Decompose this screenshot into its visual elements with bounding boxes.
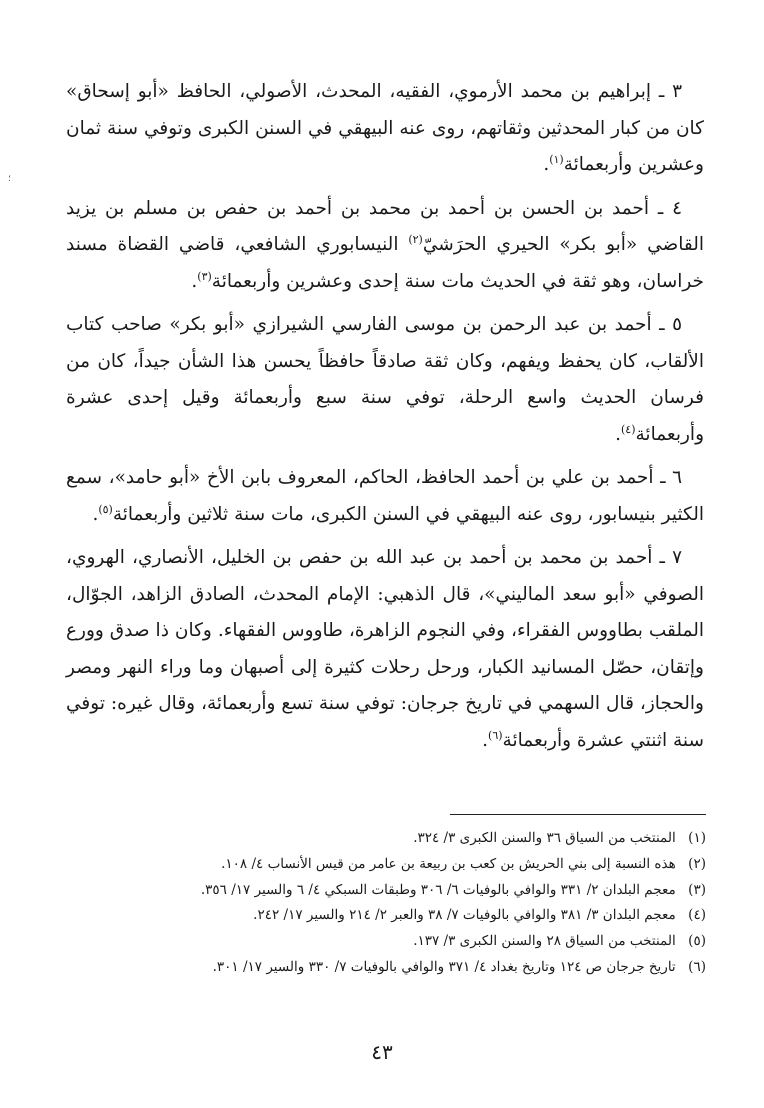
footnote-ref-5: (٥) — [98, 502, 113, 516]
footnote-ref-4: (٤) — [621, 422, 636, 436]
footnote-6: (٦) تاريخ جرجان ص ١٢٤ وتاريخ بغداد ٤/ ٣٧١ والوافي بالوفيات ٧/ ٣٣٠ والسير ١٧/ ٣٠١. — [212, 958, 706, 975]
entry-5: ٥ ـ أحمد بن عبد الرحمن بن موسى الفارسي الشيرازي «أبو بكر» صاحب كتاب الألقاب، كان يحفظ ويفهم، وكان ثقة صادقاً حافظاً يحسن هذا الشأن جيداً، كان من فرسان الحديث واسع الرحلة، توفي سنة سبع وأربعمائة وقيل إحدى عشرة وأربعمائة$^{(٤)}$. — [66, 314, 704, 445]
footnote-2: (٢) هذه النسبة إلى بني الحريش بن كعب بن ربيعة بن عامر من قيس الأنساب ٤/ ١٠٨. — [221, 855, 706, 872]
footnote-4: (٤) معجم البلدان ٣/ ٣٨١ والوافي بالوفيات ٧/ ٣٨ والعبر ٢/ ٢١٤ والسير ١٧/ ٢٤٢. — [253, 907, 706, 924]
footnote-1: (١) المنتخب من السياق ٣٦ والسنن الكبرى ٣/ ٣٢٤. — [413, 830, 706, 846]
footnote-3: (٣) معجم البلدان ٢/ ٣٣١ والوافي بالوفيات ٦/ ٣٠٦ وطبقات السبكي ٤/ ٦ والسير ١٧/ ٣٥٦. — [200, 881, 706, 898]
page-number: ٤٣ — [371, 1040, 393, 1064]
entry-3: ٣ ـ إبراهيم بن محمد الأرموي، الفقيه، المحدث، الأصولي، الحافظ «أبو إسحاق» كان من كبار المحدثين وثقاتهم، روى عنه البيهقي في السنن الكبرى وتوفي سنة ثمان وعشرين وأربعمائة$^{(١)}$. — [66, 81, 704, 175]
footnote-5: (٥) المنتخب من السياق ٢٨ والسنن الكبرى ٣/ ١٣٧. — [413, 933, 706, 950]
entry-6: ٦ ـ أحمد بن علي بن أحمد الحافظ، الحاكم، المعروف بابن الأخ «أبو حامد»، سمع الكثير بنيسابور، روى عنه البيهقي في السنن الكبرى، مات سنة ثلاثين وأربعمائة$^{(٥)}$. — [66, 467, 704, 525]
entry-4: ٤ ـ أحمد بن الحسن بن أحمد بن محمد بن أحمد بن حفص بن مسلم بن يزيد القاضي «أبو بكر» الحيري الحرَشيّ$^{(٢)}$ النيسابوري الشافعي، قاضي القضاة مسند خراسان، وهو ثقة في الحديث مات سنة إحدى وعشرين وأربعمائة$^{(٣)}$. — [66, 197, 704, 292]
entry-7: ٧ ـ أحمد بن محمد بن أحمد بن عبد الله بن حفص بن الخليل، الأنصاري، الهروي، الصوفي «أبو سعد الماليني»، قال الذهبي: الإمام المحدث، الصادق الزاهد، الجوّال، الملقب بطاووس الفقراء، وفي النجوم الزاهرة، طاووس الفقهاء. وكان ذا صدق وورع وإتقان، حصّل المسانيد الكبار، ورحل رحلات كثيرة إلى أصبهان وما وراء النهر ومصر والحجاز، قال السهمي في تاريخ جرجان: توفي سنة تسع وأربعمائة، وقال غيره: توفي سنة اثنتي عشرة وأربعمائة$^{(٦)}$. — [66, 547, 704, 751]
footnote-ref-2: (٢) — [408, 233, 423, 246]
footnote-ref-3: (٣) — [197, 269, 212, 283]
footnotes — [66, 826, 706, 981]
main-text — [66, 74, 704, 766]
footnote-ref-1: (١) — [549, 153, 564, 166]
footnote-ref-6: (٦) — [488, 728, 503, 742]
margin-mark: ؛ — [8, 174, 11, 184]
footnote-separator — [450, 814, 706, 815]
